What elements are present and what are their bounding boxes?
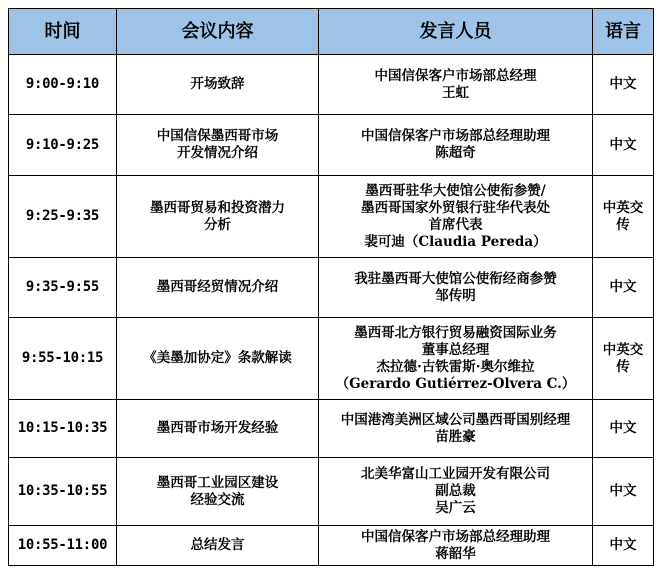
cell-time: 10:15-10:35 (9, 400, 117, 458)
header-content: 会议内容 (117, 9, 319, 55)
header-time: 时间 (9, 9, 117, 55)
cell-content (117, 258, 319, 318)
content-line: 总结发言 (190, 537, 245, 553)
language-line: 中英交 (602, 341, 644, 358)
language-line: 传 (616, 216, 630, 233)
cell-speaker (319, 258, 593, 318)
speaker-line: 中国信保客户市场部总经理助理 (361, 128, 550, 144)
cell-language (593, 176, 654, 258)
agenda-table (8, 8, 654, 566)
speaker-line: 首席代表 (428, 216, 483, 233)
table-row (9, 55, 654, 115)
table-header (9, 9, 654, 55)
cell-content (117, 526, 319, 566)
speaker-line: 中国港湾美洲区域公司墨西哥国别经理 (340, 411, 571, 428)
speaker-line: 陈超奇 (435, 145, 476, 161)
content-line: 墨西哥贸易和投资潜力 (150, 199, 285, 216)
cell-speaker (319, 400, 593, 458)
speaker-line: 杰拉德·古铁雷斯·奥尔维拉 (376, 358, 535, 375)
speaker-line: 苗胜豪 (435, 428, 476, 445)
speaker-line: 王虹 (442, 84, 469, 101)
cell-time: 9:10-9:25 (9, 115, 117, 176)
table-row (9, 115, 654, 176)
header-row (9, 9, 654, 55)
speaker-line: 副总裁 (435, 483, 476, 499)
cell-speaker (319, 318, 593, 400)
speaker-line: 墨西哥国家外贸银行驻华代表处 (361, 199, 550, 216)
cell-time: 9:55-10:15 (9, 318, 117, 400)
cell-language (593, 458, 654, 526)
cell-speaker (319, 458, 593, 526)
language-line: 中文 (609, 279, 637, 295)
content-line: 中国信保墨西哥市场 (156, 128, 279, 144)
cell-content (117, 55, 319, 115)
speaker-line: 中国信保客户市场部总经理 (374, 67, 537, 84)
cell-speaker (319, 55, 593, 115)
table-row (9, 400, 654, 458)
speaker-line: 蒋韶华 (435, 545, 476, 562)
cell-language (593, 318, 654, 400)
cell-language (593, 55, 654, 115)
cell-speaker (319, 526, 593, 566)
cell-content (117, 115, 319, 176)
cell-speaker (319, 115, 593, 176)
language-line: 传 (616, 358, 630, 375)
cell-content (117, 318, 319, 400)
cell-language (593, 115, 654, 176)
cell-time: 10:35-10:55 (9, 458, 117, 526)
content-line: 开场致辞 (190, 76, 245, 92)
cell-time: 9:25-9:35 (9, 176, 117, 258)
cell-speaker (319, 176, 593, 258)
content-line: 经验交流 (190, 491, 245, 508)
cell-language (593, 258, 654, 318)
speaker-line: （Gerardo Gutiérrez-Olvera C.） (335, 375, 576, 392)
speaker-line: 我驻墨西哥大使馆公使衔经商参赞 (354, 270, 557, 287)
table-body (9, 55, 654, 566)
speaker-line: 吴广云 (435, 500, 476, 516)
language-line: 中文 (609, 420, 637, 436)
speaker-line: 墨西哥北方银行贸易融资国际业务 (354, 324, 557, 341)
header-language: 语言 (593, 9, 654, 55)
content-line: 墨西哥经贸情况介绍 (156, 279, 279, 295)
language-line: 中文 (609, 537, 637, 553)
content-line: 开发情况介绍 (177, 145, 258, 161)
language-line: 中文 (609, 136, 637, 153)
speaker-line: 北美华富山工业园开发有限公司 (361, 466, 550, 482)
content-line: 《美墨加协定》条款解读 (143, 350, 292, 366)
table-row (9, 318, 654, 400)
table-row (9, 458, 654, 526)
speaker-line: 董事总经理 (421, 341, 490, 358)
cell-time: 10:55-11:00 (9, 526, 117, 566)
language-line: 中英交 (602, 199, 644, 216)
cell-content (117, 176, 319, 258)
language-line: 中文 (609, 76, 637, 92)
content-line: 分析 (204, 216, 231, 233)
speaker-line: 墨西哥驻华大使馆公使衔参赞/ (365, 182, 546, 199)
speaker-line: 邹传明 (435, 287, 476, 304)
cell-language (593, 400, 654, 458)
table-row (9, 176, 654, 258)
speaker-line: 裴可迪（Claudia Pereda） (364, 233, 547, 250)
header-speaker: 发言人员 (319, 9, 593, 55)
table-row (9, 258, 654, 318)
content-line: 墨西哥工业园区建设 (156, 474, 279, 491)
language-line: 中文 (609, 483, 637, 499)
cell-time: 9:00-9:10 (9, 55, 117, 115)
cell-language (593, 526, 654, 566)
cell-time: 9:35-9:55 (9, 258, 117, 318)
table-row (9, 526, 654, 566)
cell-content (117, 400, 319, 458)
speaker-line: 中国信保客户市场部总经理助理 (361, 528, 550, 545)
content-line: 墨西哥市场开发经验 (156, 420, 279, 436)
cell-content (117, 458, 319, 526)
